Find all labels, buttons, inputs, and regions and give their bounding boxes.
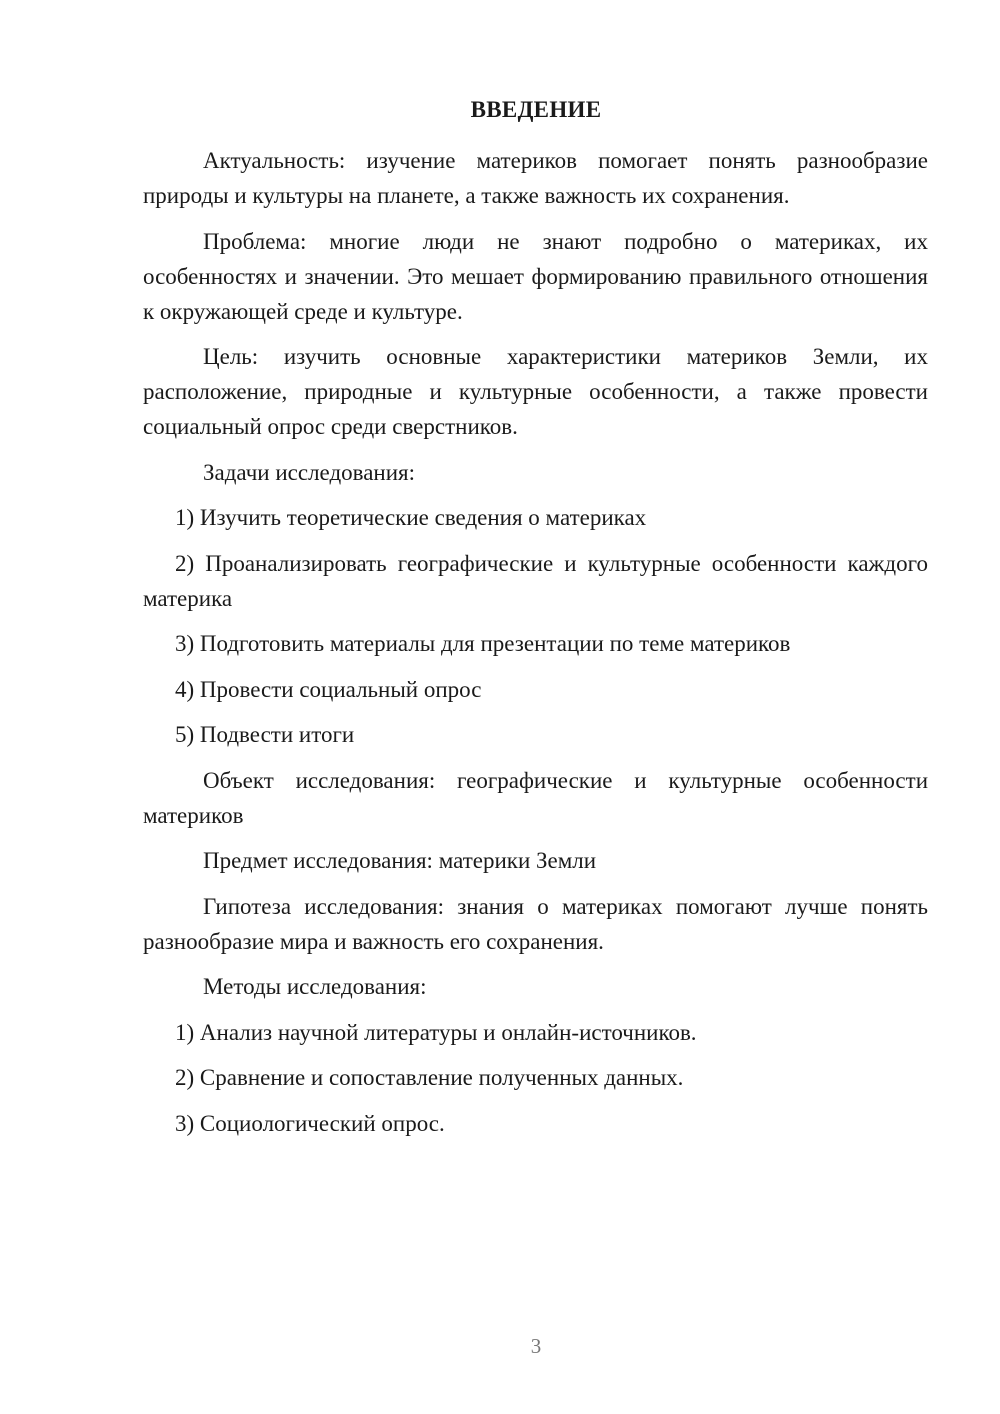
task-item: 5) Подвести итоги xyxy=(175,722,355,747)
method-item: 1) Анализ научной литературы и онлайн-источников. xyxy=(175,1019,697,1045)
relevance-paragraph: Актуальность: изучение материков помогает понять разнообразие природы и культуры на планете, а также важность их сохранения. xyxy=(143,148,928,208)
body-text xyxy=(143,143,928,1151)
task-item: 4) Провести социальный опрос xyxy=(175,676,482,702)
tasks-heading: Задачи исследования: xyxy=(203,459,416,485)
section-title: ВВЕДЕНИЕ xyxy=(470,97,602,122)
task-item: 3) Подготовить материалы для презентации по теме материков xyxy=(175,631,791,656)
task-item: 2) Проанализировать географические и культурные особенности каждого материка xyxy=(143,550,928,611)
object-paragraph: Объект исследования: географические и культурные особенности материков xyxy=(143,767,928,828)
hypothesis-paragraph: Гипотеза исследования: знания о материках помогают лучше понять разнообразие мира и важность его сохранения. xyxy=(143,893,928,954)
method-item: 3) Социологический опрос. xyxy=(175,1110,445,1136)
page-number: 3 xyxy=(530,1334,542,1358)
problem-paragraph: Проблема: многие люди не знают подробно о материках, их особенностях и значении. Это мешает формированию правильного отношения к окружающей среде и культуре. xyxy=(143,228,928,324)
methods-heading: Методы исследования: xyxy=(203,974,427,999)
method-item: 2) Сравнение и сопоставление полученных данных. xyxy=(175,1065,684,1090)
task-item: 1) Изучить теоретические сведения о материках xyxy=(175,505,647,530)
subject-paragraph: Предмет исследования: материки Земли xyxy=(203,848,597,873)
goal-paragraph: Цель: изучить основные характеристики материков Земли, их расположение, природные и культурные особенности, а также провести социальный опрос среди сверстников. xyxy=(143,344,928,439)
